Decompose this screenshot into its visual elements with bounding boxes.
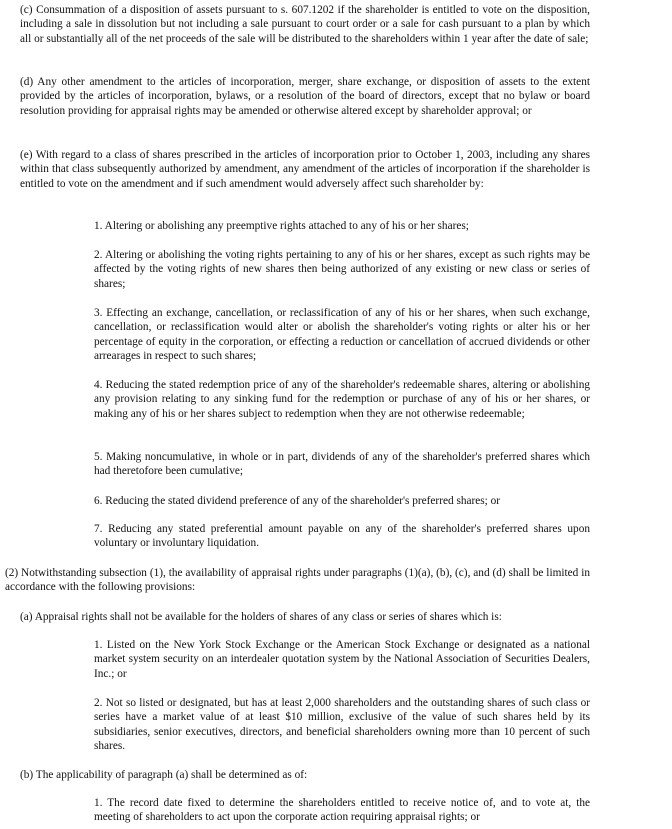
paragraph-c: (c) Consummation of a disposition of assets pursuant to s. 607.1202 if the shareholder is entitled to vote on the disposition, including a sale in dissolution but not including a sale pursuant to court order or a sale for cash pursuant to a plan by which all or substantially all of the net proceeds of the sale will be distributed to the shareholders within 1 year after the date of sale; [20, 4, 590, 45]
list-item-e-4: 4. Reducing the stated redemption price of any of the shareholder's redeemable shares, altering or abolishing any provision relating to any sinking fund for the redemption or purchase of any of his or her shares, or making any of his or her shares subject to redemption when they are not otherwise redeemable; [94, 379, 590, 420]
list-item-e-3: 3. Effecting an exchange, cancellation, or reclassification of any of his or her shares, when such exchange, cancellation, or reclassification would alter or abolish the shareholder's voting rights or alter his or her percentage of equity in the corporation, or effecting a reduction or cancellation of accrued dividends or other arrearages in respect to such shares; [94, 307, 590, 363]
paragraph-e: (e) With regard to a class of shares prescribed in the articles of incorporation prior to October 1, 2003, including any shares within that class subsequently authorized by amendment, any amendment of the articles of incorporation if the shareholder is entitled to vote on the amendment and if such amendment would adversely affect such shareholder by: [20, 149, 590, 190]
list-item-e-5: 5. Making noncumulative, in whole or in part, dividends of any of the shareholder's preferred shares which had theretofore been cumulative; [94, 451, 590, 478]
list-item-2a-2: 2. Not so listed or designated, but has at least 2,000 shareholders and the outstanding shares of such class or series have a market value of at least $10 million, exclusive of the value of such shares held by its subsidiaries, senior executives, directors, and beneficial shareholders owning more than 10 percent of such shares. [94, 697, 590, 753]
paragraph-d: (d) Any other amendment to the articles of incorporation, merger, share exchange, or disposition of assets to the extent provided by the articles of incorporation, bylaws, or a resolution of the board of directors, except that no bylaw or board resolution providing for appraisal rights may be amended or otherwise altered except by shareholder approval; or [20, 76, 590, 117]
paragraph-2a: (a) Appraisal rights shall not be available for the holders of shares of any class or series of shares which is: [20, 611, 502, 623]
paragraph-subsection-2: (2) Notwithstanding subsection (1), the availability of appraisal rights under paragraphs (1)(a), (b), (c), and (d) shall be limited in accordance with the following provisions: [5, 567, 590, 594]
paragraph-2b: (b) The applicability of paragraph (a) shall be determined as of: [20, 769, 308, 781]
list-item-e-1: 1. Altering or abolishing any preemptive rights attached to any of his or her shares; [94, 220, 469, 232]
list-item-e-2: 2. Altering or abolishing the voting rights pertaining to any of his or her shares, except as such rights may be affected by the voting rights of new shares then being authorized of any existing or new class or series of shares; [94, 249, 590, 290]
list-item-e-7: 7. Reducing any stated preferential amount payable on any of the shareholder's preferred shares upon voluntary or involuntary liquidation. [94, 523, 590, 550]
list-item-2a-1: 1. Listed on the New York Stock Exchange or the American Stock Exchange or designated as a national market system security on an interdealer quotation system by the National Association of Securities Dealers, Inc.; or [94, 639, 590, 680]
list-item-2b-1: 1. The record date fixed to determine the shareholders entitled to receive notice of, and to vote at, the meeting of shareholders to act upon the corporate action requiring appraisal rights; or [94, 797, 590, 824]
list-item-e-6: 6. Reducing the stated dividend preference of any of the shareholder's preferred shares; or [94, 495, 501, 507]
